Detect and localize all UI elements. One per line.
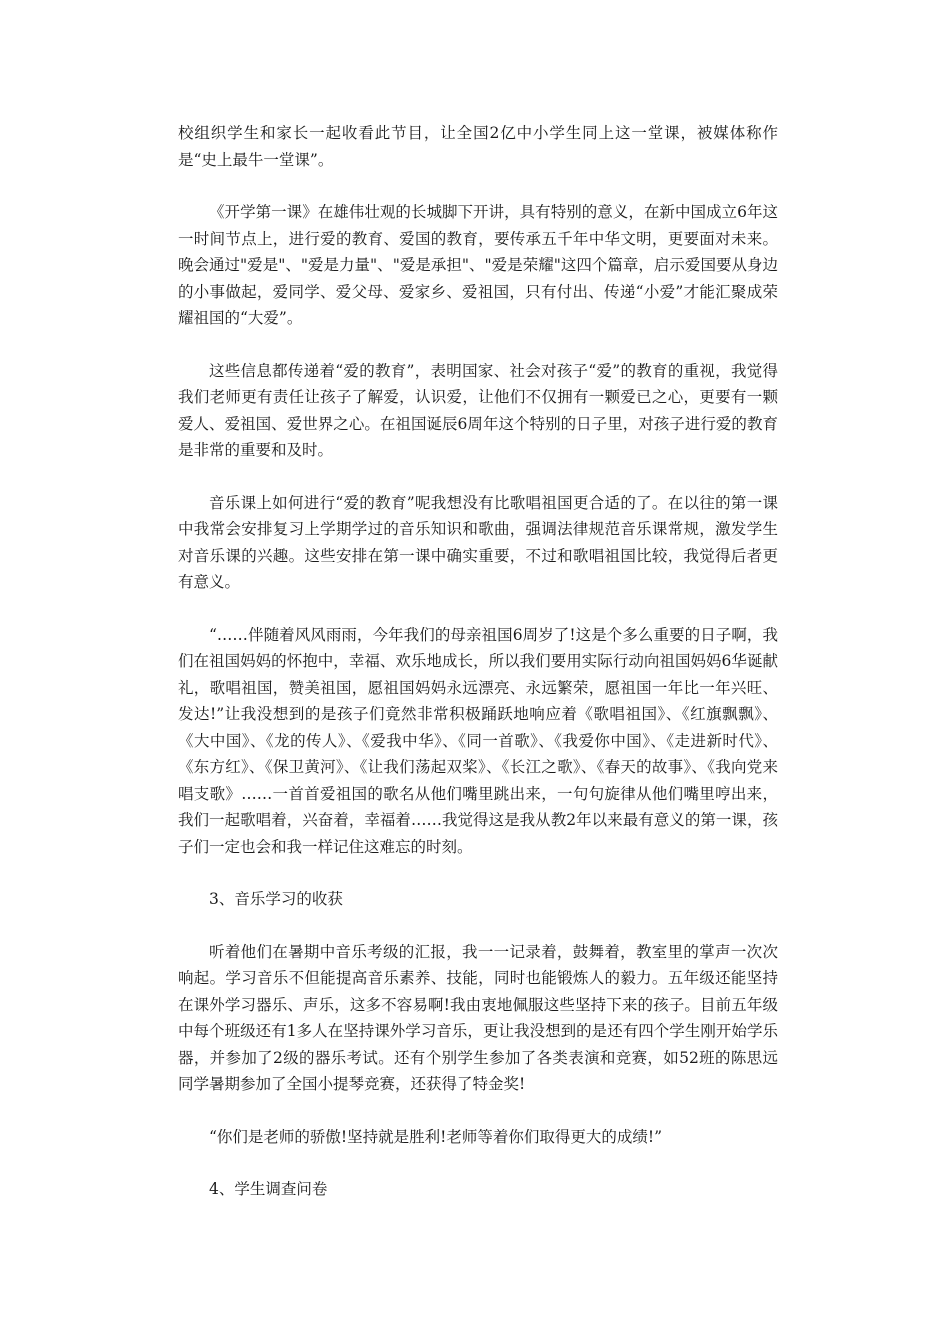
section-heading-music-gains: 3、音乐学习的收获 — [209, 890, 343, 908]
document-body — [178, 120, 778, 1229]
paragraph-song-quote: “……伴随着风风雨雨，今年我们的母亲祖国6周岁了!这是个多么重要的日子啊，我们在祖国妈妈的怀抱中，幸福、欢乐地成长，所以我们要用实际行动向祖国妈妈6华诞献礼，歌唱祖国，赞美祖国，愿祖国妈妈永远漂亮、永远繁荣，愿祖国一年比一年兴旺、发达!”让我没想到的是孩子们竟然非常积极踊跃地响应着《歌唱祖国》、《红旗飘飘》、《大中国》、《龙的传人》、《爱我中华》、《同一首歌》、《我爱你中国》、《走进新时代》、《东方红》、《保卫黄河》、《让我们荡起双桨》、《长江之歌》、《春天的故事》、《我向党来唱支歌》……一首首爱祖国的歌名从他们嘴里跳出来，一句句旋律从他们嘴里哼出来，我们一起歌唱着，兴奋着，幸福着……我觉得这是我从教2年以来最有意义的第一课，孩子们一定也会和我一样记住这难忘的时刻。 — [178, 625, 778, 856]
paragraph-encouragement-quote: “你们是老师的骄傲!坚持就是胜利!老师等着你们取得更大的成绩!” — [209, 1127, 663, 1146]
section-heading-survey: 4、学生调查问卷 — [209, 1180, 328, 1198]
paragraph-love-education: 这些信息都传递着“爱的教育”，表明国家、社会对孩子“爱”的教育的重视，我觉得我们老师更有责任让孩子了解爱，认识爱，让他们不仅拥有一颗爱已之心，更要有一颗爱人、爱祖国、爱世界之心。在祖国诞辰6周年这个特别的日子里，对孩子进行爱的教育是非常的重要和及时。 — [178, 361, 778, 459]
paragraph-music-class: 音乐课上如何进行“爱的教育”呢我想没有比歌唱祖国更合适的了。在以往的第一课中我常会安排复习上学期学过的音乐知识和歌曲，强调法律规范音乐课常规，激发学生对音乐课的兴趣。这些安排在第一课中确实重要，不过和歌唱祖国比较，我觉得后者更有意义。 — [178, 493, 778, 591]
paragraph-opening-lesson: 《开学第一课》在雄伟壮观的长城脚下开讲，具有特别的意义，在新中国成立6年这一时间节点上，进行爱的教育、爱国的教育，要传承五千年中华文明，更要面对未来。晚会通过"爱是"、"爱是力量"、"爱是承担"、"爱是荣耀"这四个篇章，启示爱国要从身边的小事做起，爱同学、爱父母、爱家乡、爱祖国，只有付出、传递“小爱”才能汇聚成荣耀祖国的“大爱”。 — [178, 203, 778, 327]
paragraph-music-gains: 听着他们在暑期中音乐考级的汇报，我一一记录着，鼓舞着，教室里的掌声一次次响起。学习音乐不但能提高音乐素养、技能，同时也能锻炼人的毅力。五年级还能坚持在课外学习器乐、声乐，这多不容易啊!我由衷地佩服这些坚持下来的孩子。目前五年级中每个班级还有1多人在坚持课外学习音乐，更让我没想到的是还有四个学生刚开始学乐器，并参加了2级的器乐考试。还有个别学生参加了各类表演和竞赛，如52班的陈思远同学暑期参加了全国小提琴竞赛，还获得了特金奖! — [178, 942, 778, 1093]
paragraph-continuation: 校组织学生和家长一起收看此节目，让全国2亿中小学生同上这一堂课，被媒体称作是“史上最牛一堂课”。 — [178, 124, 778, 169]
